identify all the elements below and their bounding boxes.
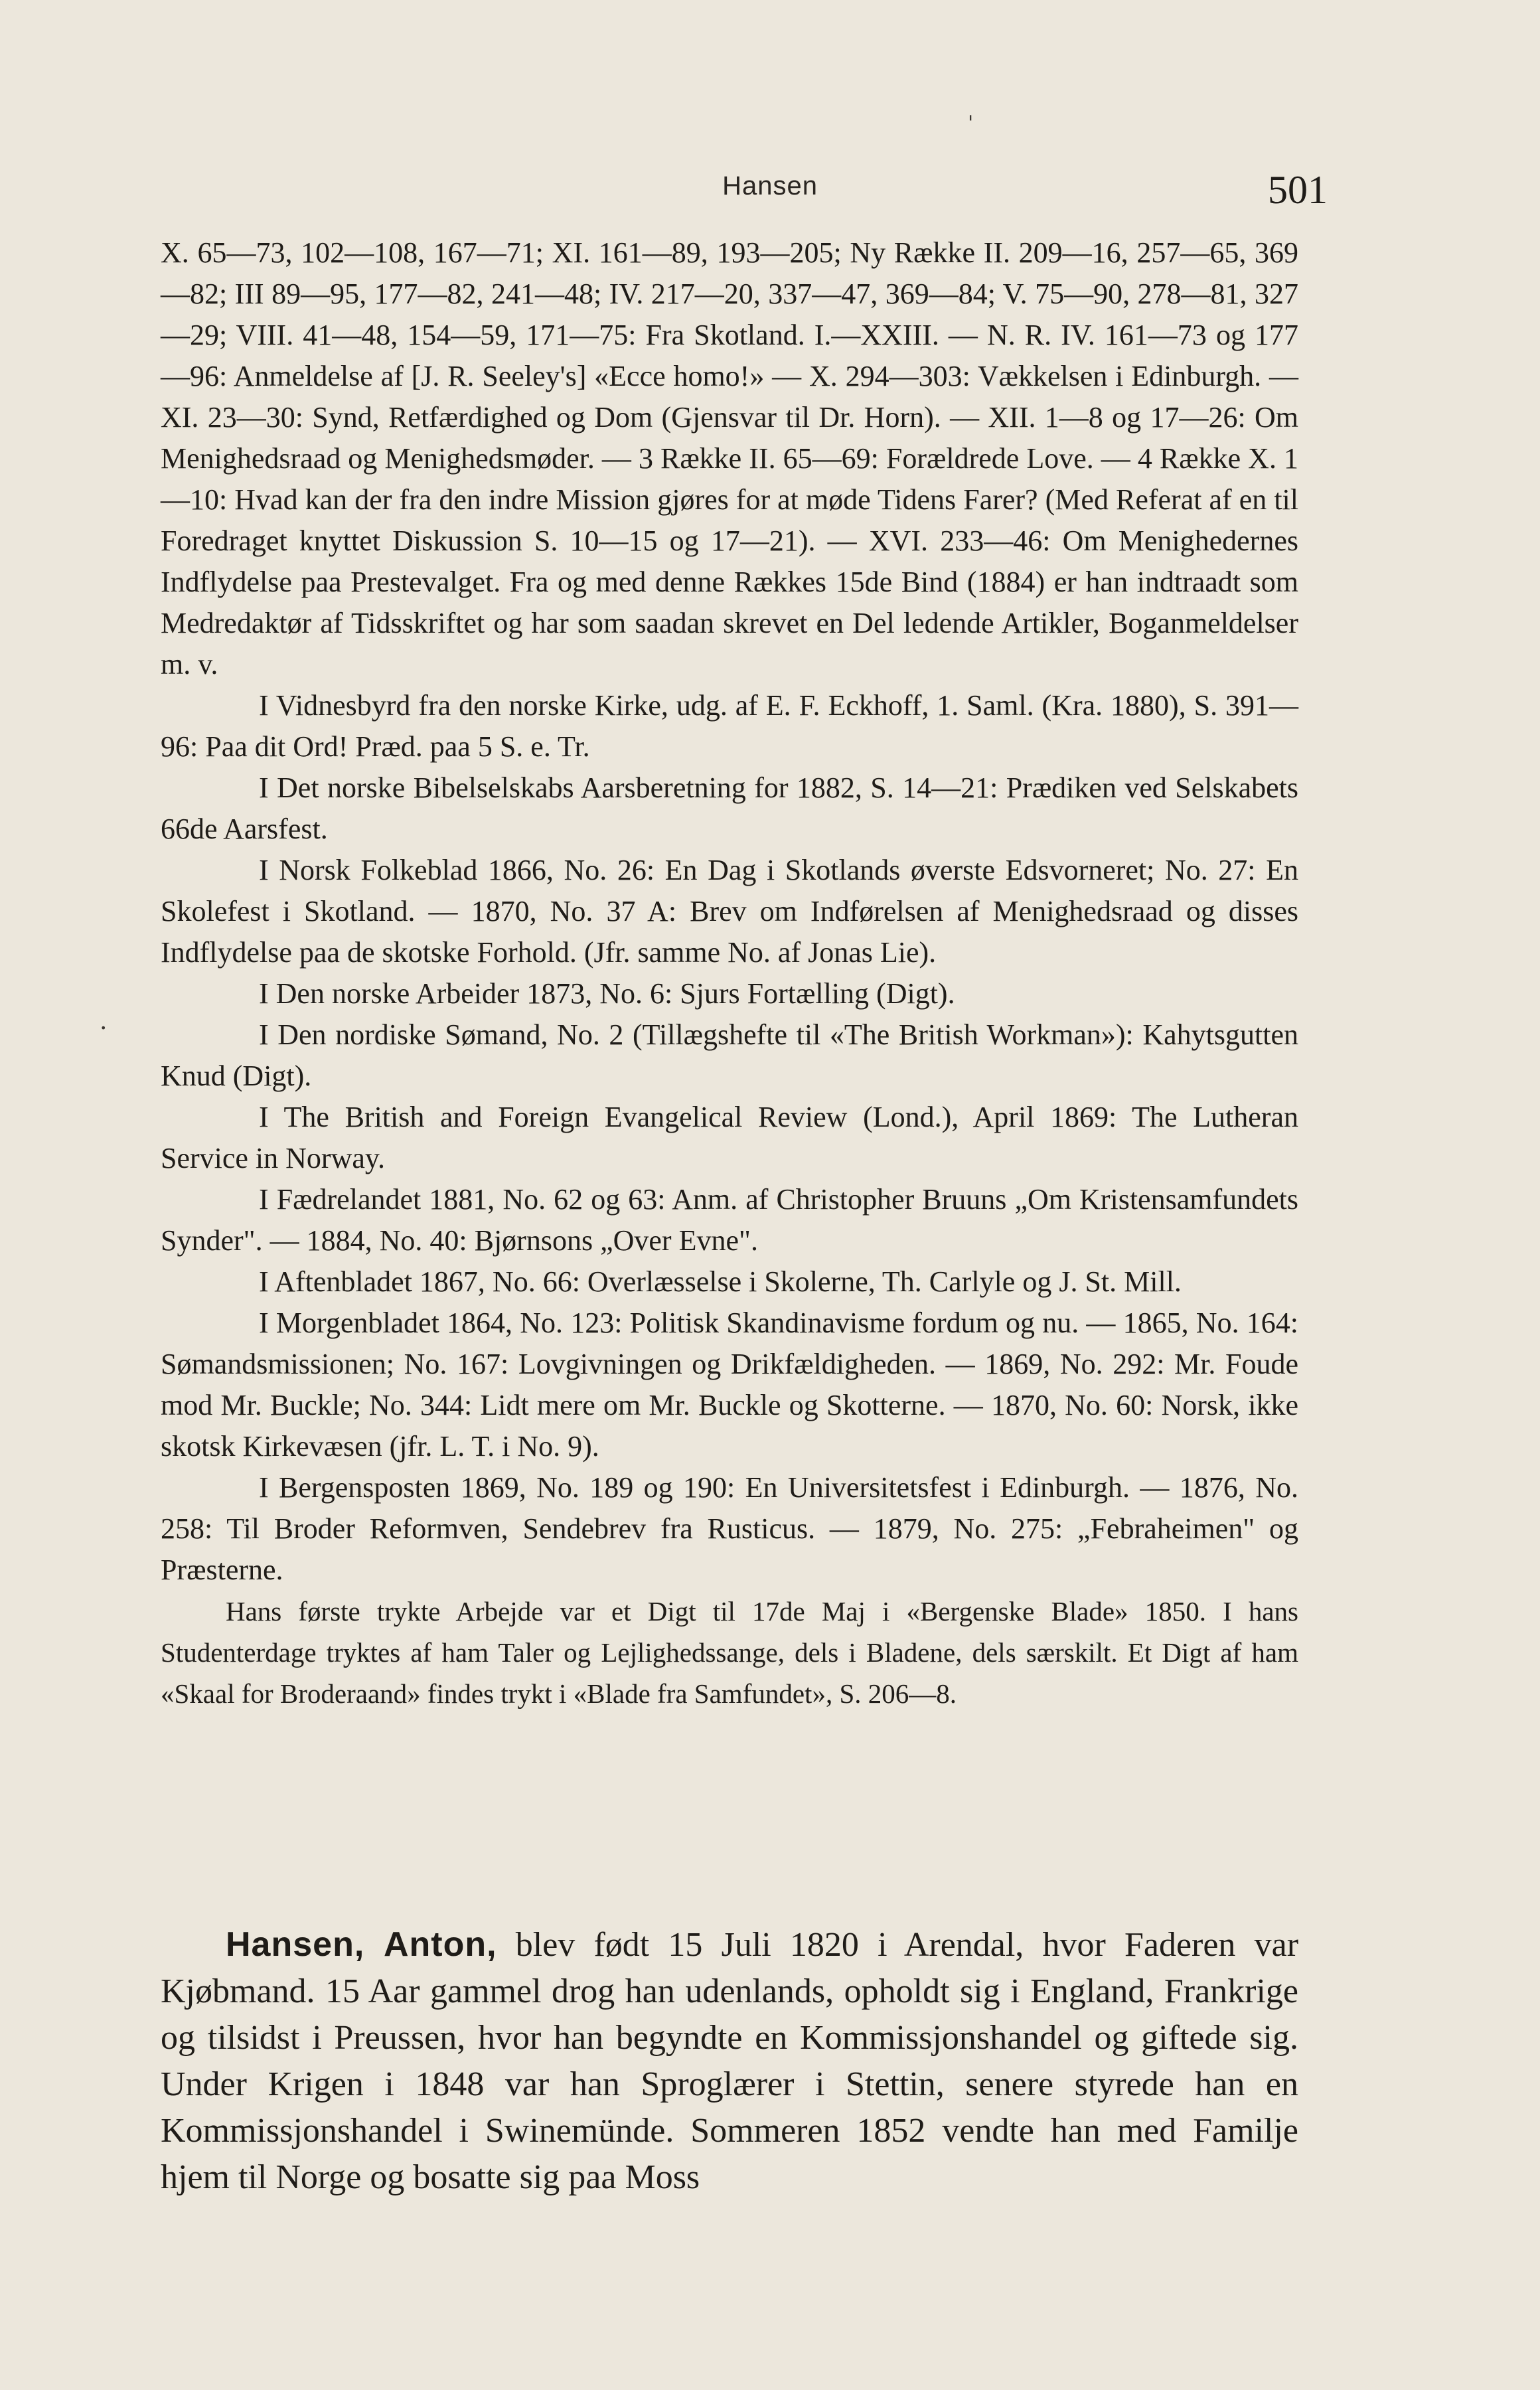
- entry-name: Hansen, Anton,: [226, 1925, 497, 1964]
- running-title: Hansen: [722, 171, 818, 200]
- bibliography-entry: I Morgenbladet 1864, No. 123: Politisk Skandinavisme fordum og nu. — 1865, No. 164: Sømandsmissionen; No. 167: Lovgivningen og Drikfældigheden. — 1869, No. 292: Mr. Foude mod Mr. Buckle; No. 344: Lidt mere om Mr. Buckle og Skotterne. — 1870, No. 60: Norsk, ikke skotsk Kirkevæsen (jfr. L. T. i No. 9).: [161, 1307, 1298, 1463]
- bibliography-section: [161, 232, 1298, 1714]
- print-speck: .: [100, 1008, 108, 1035]
- page-number: 501: [1268, 168, 1328, 212]
- print-speck: ': [968, 112, 974, 135]
- bibliography-entry: I Bergensposten 1869, No. 189 og 190: En Universitetsfest i Edinburgh. — 1876, No. 258: Til Broder Reformven, Sendebrev fra Rusticus. — 1879, No. 275: „Febraheimen" og Præsterne.: [161, 1471, 1298, 1586]
- bibliography-entry: I Den nordiske Sømand, No. 2 (Tillægshefte til «The British Workman»): Kahytsgutten Knud (Digt).: [161, 1018, 1298, 1092]
- bibliography-entry: I Aftenbladet 1867, No. 66: Overlæsselse i Skolerne, Th. Carlyle og J. St. Mill.: [259, 1265, 1182, 1298]
- bibliography-entry: I Fædrelandet 1881, No. 62 og 63: Anm. af Christopher Bruuns „Om Kristensamfundets Synder". — 1884, No. 40: Bjørnsons „Over Evne".: [161, 1183, 1298, 1257]
- bibliography-entry: I Norsk Folkeblad 1866, No. 26: En Dag i Skotlands øverste Edsvorneret; No. 27: En Skolefest i Skotland. — 1870, No. 37 A: Brev om Indførelsen af Menighedsraad og disses Indflydelse paa de skotske Forhold. (Jfr. samme No. af Jonas Lie).: [161, 854, 1298, 969]
- bibliography-entry: I Vidnesbyrd fra den norske Kirke, udg. af E. F. Eckhoff, 1. Saml. (Kra. 1880), S. 391—96: Paa dit Ord! Præd. paa 5 S. e. Tr.: [161, 689, 1298, 763]
- bibliography-entry: I Det norske Bibelselskabs Aarsberetning for 1882, S. 14—21: Prædiken ved Selskabets 66de Aarsfest.: [161, 771, 1298, 845]
- bibliography-entry: I The British and Foreign Evangelical Review (Lond.), April 1869: The Lutheran Service in Norway.: [161, 1101, 1298, 1174]
- bibliography-continuation: X. 65—73, 102—108, 167—71; XI. 161—89, 193—205; Ny Række II. 209—16, 257—65, 369—82; III 89—95, 177—82, 241—48; IV. 217—20, 337—47, 369—84; V. 75—90, 278—81, 327—29; VIII. 41—48, 154—59, 171—75: Fra Skotland. I.—XXIII. — N. R. IV. 161—73 og 177—96: Anmeldelse af [J. R. Seeley's] «Ecce homo!» — X. 294—303: Vækkelsen i Edinburgh. — XI. 23—30: Synd, Retfærdighed og Dom (Gjensvar til Dr. Horn). — XII. 1—8 og 17—26: Om Menighedsraad og Menighedsmøder. — 3 Række II. 65—69: Forældrede Love. — 4 Række X. 1—10: Hvad kan der fra den indre Mission gjøres for at møde Tidens Farer? (Med Referat af en til Foredraget knyttet Diskussion S. 10—15 og 17—21). — XVI. 233—46: Om Menighedernes Indflydelse paa Prestevalget. Fra og med denne Rækkes 15de Bind (1884) er han indtraadt som Medredaktør af Tidsskriftet og har som saadan skrevet en Del ledende Artikler, Boganmeldelser m. v.: [161, 236, 1298, 680]
- entry-text: blev født 15 Juli 1820 i Arendal, hvor Faderen var Kjøbmand. 15 Aar gammel drog han udenlands, opholdt sig i England, Frankrige og tilsidst i Preussen, hvor han begyndte en Kommissjonshandel og giftede sig. Under Krigen i 1848 var han Sproglærer i Stettin, senere styrede han en Kommissjonshandel i Swinemünde. Sommeren 1852 vendte han med Familje hjem til Norge og bosatte sig paa Moss: [161, 1926, 1299, 2196]
- biography-entry: [161, 1921, 1298, 2201]
- bibliography-entry: I Den norske Arbeider 1873, No. 6: Sjurs Fortælling (Digt).: [259, 977, 955, 1010]
- biographical-note: Hans første trykte Arbejde var et Digt til 17de Maj i «Bergenske Blade» 1850. I hans Studenterdage tryktes af ham Taler og Lejlighedssange, dels i Bladene, dels særskilt. Et Digt af ham «Skaal for Broderaand» findes trykt i «Blade fra Samfundet», S. 206—8.: [161, 1596, 1298, 1709]
